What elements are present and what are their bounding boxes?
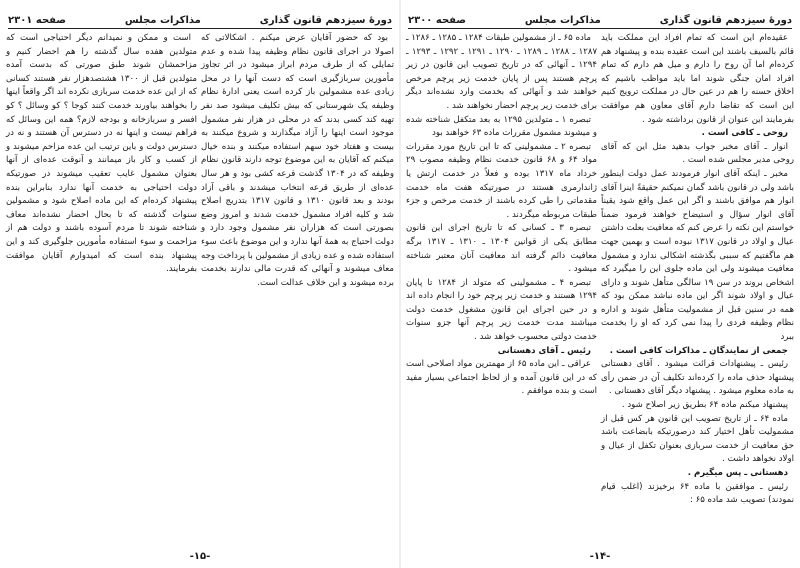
paragraph: پیشنهاد میکنم ماده ۶۴ بطریق زیر اصلاح شود . (621, 400, 788, 411)
speaker-line: روحی ـ کافی است . (701, 128, 788, 139)
publication-title: مذاکرات مجلس (124, 15, 201, 26)
page-number: -۱۴- (589, 551, 611, 562)
publication-title: مذاکرات مجلس (524, 15, 601, 26)
paragraph: رئیس ـ پیشنهادات قرائت میشود . آقای دهستانی پیشنهاد حذف ماده را کرده‌اند تکلیف آن در ضمن رأی به ماده معلوم میشود . پیشنهاد دیگر آقای دهستانی . (601, 359, 794, 397)
paragraph: ماده ۶۴ ـ از تاریخ تصویب این قانون هر کس قبل از مشمولیت تأهل اختیار کند درصورتیکه بابضاعت باشد حق معافیت از خدمت سربازی بعنوان تکفل از عیال و اولاد نخواهد داشت . (601, 413, 794, 465)
paragraph: ماده ۶۵ ـ از مشمولین طبقات ۱۲۸۴ ـ ۱۲۸۵ ـ ۱۲۸۶ ـ ۱۲۸۷ ـ ۱۲۸۸ ـ ۱۲۸۹ ـ ۱۲۹۰ ـ ۱۲۹۱ ـ ۱۲۹۲ ـ ۱۲۹۳ ـ ۱۲۹۴ ـ آنهائی که در تاریخ تصویب این قانون در زیر پرچم هستند پس از پایان خدمت زیر پرچم مرخص خواهند شد و آنهائی که بخدمت وارد نشده‌اند دیگر برای خدمت زیر پرچم احضار نخواهند شد . (406, 33, 598, 111)
paragraph: مخبر ـ اینکه آقای انوار فرمودند عمل دولت اینطور باشد ولی در قانون باشد گمان نمیکنم حقیقةً اینرا آقای انوار هم موافق باشند و اگر این عمل واقع شود یقیناً آقای انوار سؤال و استیضاح خواهند فرمود ضمناً خواستم این نکته را عرض کنم که معافیت بعلت داشتن عیال و اولاد در قانون ۱۳۱۷ نبوده است و بهمین جهت هم ماگفتیم که سببی بگذشته اشکالی ندارد و مشمول معافیت میشوند ولی این ماده جلوی این را میگیرد که اشخاص بروند در سن ۱۹ سالگی متأهل شوند و دارای عیال و اولاد شوند اگر این ماده نباشد ممکن بود که همه در سنین قبل از مشمولیت متأهل شوند و اداره نظام وظیفه فردی را پیدا نمی کرد که او را بخدمت ببرد (601, 168, 795, 343)
text-column-right (201, 32, 394, 290)
volume-title: دورهٔ سیزدهم قانون گذاری (659, 15, 792, 26)
page-label: صفحه ۲۳۰۰ (408, 15, 467, 26)
paragraph: تبصره ۱ ـ متولدین ۱۲۹۵ به بعد متکفل شناخته شده و میشوند مشمول مقررات ماده ۶۳ خواهند بود (406, 114, 597, 139)
paragraph: انوار ـ آقای مخبر جواب بدهید مثل این که آقای روحی مدیر مجلس شده است . (601, 141, 794, 166)
text-column-left (6, 32, 197, 277)
paragraph: تبصره ۴ ـ مشمولینی که متولد از ۱۲۸۴ تا پایان ۱۲۹۴ هستند و خدمت زیر پرچم خود را انجام داده اند و در حین اجرای این قانون مشغول خدمت دولت میباشند مدت خدمت زیر پرچم آنها جزو سنوات خدمت دولتی محسوب خواهد شد . (406, 277, 597, 343)
text-column-right (601, 32, 794, 508)
paragraph: تبصره ۲ ـ مشمولینی که تا این تاریخ مورد مقررات مواد ۶۴ و ۶۸ قانون خدمت نظام وظیفه مصوب ۲۹ خرداد ماه ۱۳۱۷ بوده و فعلاً در خدمت ارتش یا ژاندارمری هستند در صورتیکه هفت ماه خدمت مقدماتی را طی کرده باشند از خدمت مرخص و جزء طبقات مربوطه میگردند . (406, 141, 597, 220)
page-header (8, 10, 392, 29)
speaker-line: دهستانی ـ پس میگیرم . (687, 468, 788, 478)
speaker-line: رئیس ـ آقای دهستانی (497, 345, 591, 356)
paragraph: است و ممکن و نمیدانم دیگر احتیاجی است که متولدین هفده سال گذشته را هم احضار کنیم و مزاحمشان شوند طبق صورتی که بدست آمده متولدین قبل از ۱۳۰۰ هشتصدهزار نفر هستند کسانی که از این عده خدمت سربازی نکرده اند اگر واقعاً اینها را بخواهند بیاورند خدمت کنند کوجا ؟ کو وسائل ؟ کو افسر و سربازخانه و بودجه لازم؟ همه این وسائل که فراهم نیست و اینها نه در دسترس آن هستند و نه در دسترس دولت و باین ترتیب این عده مزاحم میشوند و از کسب و کار باز میمانند و آنوقت عده‌ای از آنها بعنوان مشمول غایب تعقیب میشوند در صورتیکه دولت احتیاجی به خدمت آنها ندارد بنابراین بنده پیشنهاد کرده‌ام که این ماده اصلاح شود و مشمولین سنوات گذشته که تا بحال احضار نشده‌اند معاف شناخته شوند تا مردم آسوده باشند و دولت هم از مزاحمت و سوء استفاده مأمورین جلوگیری کند و این پیشنهاد بنده است که امیدوارم آقایان موافقت بفرمایند. (6, 33, 197, 275)
page-number: -۱۵- (189, 551, 211, 562)
paragraph: عراقی ـ این ماده ۶۵ از مهمترین مواد اصلاحی است که در این قانون آمده و از لحاظ اجتماعی بسیار مفید است و بنده موافقم . (406, 359, 597, 397)
page-header (408, 10, 792, 29)
paragraph: بود که حضور آقایان عرض میکنم . اشکالاتی که اصولا در اجرای قانون نظام وظیفه پیدا شده و عدم تمایلی که از طرف مردم ابراز میشود در اثر تجاوز مأمورین سربازگیری است که دست آنها را در محل زیادی عده مشمولین باز کرده است یعنی ادارهٔ نظام وظیفه یک شهرستانی که بیش تکلیف میشود صد نفر تهیه کند کسی بدند که در محلی در هزار نفر مشمول موجود است اینها را آزاد میگذارند و شروع میکنند به بیست و هفتاد خود سهم استفاده میکنند و بنده خیال میکنم که آقایان به این موضوع توجه دارند قانون نظام وظیفه که در ۱۳۰۴ گذشت قرعه کشی بود و هر سال عده‌ای از طریق قرعه انتخاب میشدند و باقی آزاد بودند و بعد قانون ۱۳۱۰ و قانون ۱۳۱۷ بتدریج اصلاح شد و کلیه افراد مشمول خدمت شدند و امروز وضع بصورتی است که هزاران نفر مشمول وجود دارد و دولت احتیاج به همهٔ آنها ندارد و این موضوع باعث سوء استفاده شده و عده زیادی از مشمولین با پرداخت وجه معاف میشوند و آنهائی که قدرت مالی ندارند بخدمت برده میشوند و این خلاف عدالت است. (201, 33, 395, 288)
paragraph: رئیس ـ موافقین با ماده ۶۴ برخیزند (اغلب قیام نمودند) تصویب شد ماده ۶۵ : (601, 481, 794, 506)
paragraph: عقیده‌ام این است که تمام افراد این مملکت باید قائم بالسیف باشند این است عقیده بنده و پیشنهاد هم کرده‌ام اما آن روح را دارم و میل هم دارم که تمام افراد امان جنگی شوند اما باید مواظب باشیم که اخلاق حسنه را هم در عین حال در مملکت ترویج کنیم این است که تقاضا دارم آقای معاون هم موافقت بفرمایند این عنوان از قانون برداشته شود . (601, 33, 794, 125)
text-column-left (406, 32, 597, 399)
speaker-line: جمعی از نمایندگان ـ مذاکرات کافی است . (609, 345, 788, 356)
page-label: صفحه ۲۳۰۱ (8, 15, 67, 26)
paragraph: تبصره ۳ ـ کسانی که تا تاریخ اجرای این قانون مطابق یکی از قوانین ۱۳۰۴ ـ ۱۳۱۰ ـ ۱۳۱۷ برگه معافیت دائم گرفته اند معافیت آنان معتبر شناخته میشود . (406, 223, 597, 275)
volume-title: دورهٔ سیزدهم قانون گذاری (259, 15, 392, 26)
right-page (400, 0, 800, 568)
